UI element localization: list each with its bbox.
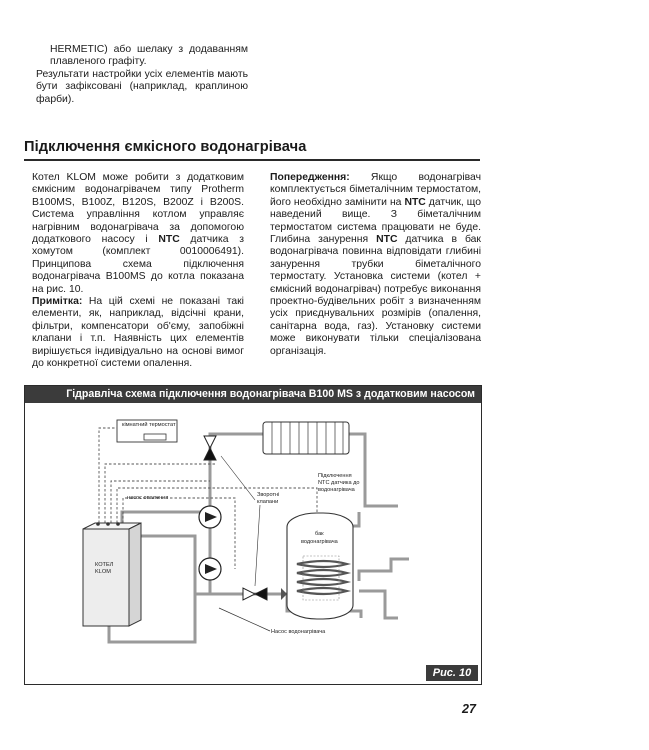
note-paragraph <box>32 296 244 370</box>
section-title: Підключення ємкісного водонагрівача <box>24 139 307 155</box>
warning-paragraph <box>270 172 481 358</box>
intro-line-1: HERMETIC) або шелаку з додаванням плавленого графіту. <box>50 44 248 68</box>
warning-text-a: Якщо водонагрівач комплектується біметалічним термостатом, його необхідно замінити на <box>270 172 481 208</box>
left-text-a: Котел KLOM може робити з додатковим ємкісним водонагрівачем типу Protherm B100MS, B100Z, B120S, B200Z і B200S. Система управління котлом управляє нагрівним водонагрівача за допомогою додаткового насосу і <box>32 172 244 246</box>
tank-label-2: водонагрівача <box>301 539 338 545</box>
warning-text-c: датчика в бак водонагрівача повинна відповідати глибині занурення трубки біметалічного термостату. Установка системи (котел + ємкісний водонагрівач) потребує виконання проектно-будівельних робіт з визначенням усіх приєднувальних розмірів (опалення, санітарна вода, газ). Установку системи може виконувати тільки спеціалізована організація. <box>270 234 481 357</box>
check-valve-leader-1 <box>221 456 255 500</box>
radiator <box>263 422 349 454</box>
check-valve-top-icon <box>204 436 216 460</box>
ntc-term-2: NTC <box>404 196 426 208</box>
figure-label: Рис. 10 <box>426 665 478 681</box>
note-label: Примітка: <box>32 296 83 308</box>
section-divider <box>24 159 480 161</box>
ntc-term-3: NTC <box>376 234 398 246</box>
pipe-tank-lower <box>359 591 398 618</box>
tank-label-1: бак <box>315 531 324 537</box>
wire-thermostat <box>99 428 117 523</box>
boiler <box>83 522 141 626</box>
wire-heating-pump-2 <box>111 481 210 523</box>
note-text: На цій схемі не показані такі елементи, як, наприклад, відсічні крани, фільтри, компенсатори об'єму, запобіжні клапани і т.п. Наявність цих елементів вирішується індивідуально на основі вимог до конкретної системи опалення. <box>32 296 244 370</box>
room-thermostat-label: кімнатний термостат <box>122 422 176 428</box>
pipe-supply-top <box>122 434 263 526</box>
intro-line-2: Результати настройки усіх елементів мають бути зафіксовані (наприклад, краплиною фарби). <box>36 68 248 105</box>
warning-text-b: датчик, що наведений вище. З біметалічним термостатом система працювати не буде. Глибина занурення <box>270 196 482 246</box>
figure-panel <box>24 385 482 685</box>
ntc-label-3: водонагрівача <box>318 487 355 493</box>
figure-title: Гідравліча схема підключення водонагрівача B100 MS з додатковим насосом <box>25 386 481 403</box>
heater-pump-icon <box>199 558 221 580</box>
heater-pump-leader <box>219 608 270 631</box>
heater-pump-label: Насос водонагрівача <box>271 629 326 635</box>
pipe-tank-out <box>359 559 409 581</box>
boiler-label-1: КОТЕЛ <box>95 562 114 568</box>
check-valves-label-2: клапани <box>257 499 279 505</box>
check-valves-label-1: Зворотні <box>257 492 280 498</box>
intro-text <box>36 44 248 106</box>
page-number: 27 <box>462 702 476 716</box>
left-column <box>32 172 244 371</box>
warning-label: Попередження: <box>270 172 350 183</box>
pipes <box>109 434 409 642</box>
right-column <box>270 172 481 358</box>
pipe-right-return <box>365 473 398 506</box>
ntc-term: NTC <box>158 234 180 246</box>
heating-pump-label: насос опалення <box>127 495 169 501</box>
ntc-label-1: Підключення <box>318 473 352 479</box>
heating-pump-icon <box>199 506 221 528</box>
check-valve-bottom-icon <box>243 588 267 600</box>
check-valve-leader-2 <box>255 505 260 586</box>
hydraulic-diagram <box>25 386 481 684</box>
boiler-label-2: KLOM <box>95 569 111 575</box>
left-text-b: датчика з хомутом (комплект 0010006491). Принципова схема підключення водонагрівача B100MS до котла показана на рис. 10. <box>32 234 244 295</box>
water-heater-tank <box>287 513 353 619</box>
pipe-radiator-out <box>349 434 365 473</box>
ntc-label-2: NTC датчика до <box>318 480 360 486</box>
left-paragraph <box>32 172 244 296</box>
thermostat-display <box>144 434 166 440</box>
